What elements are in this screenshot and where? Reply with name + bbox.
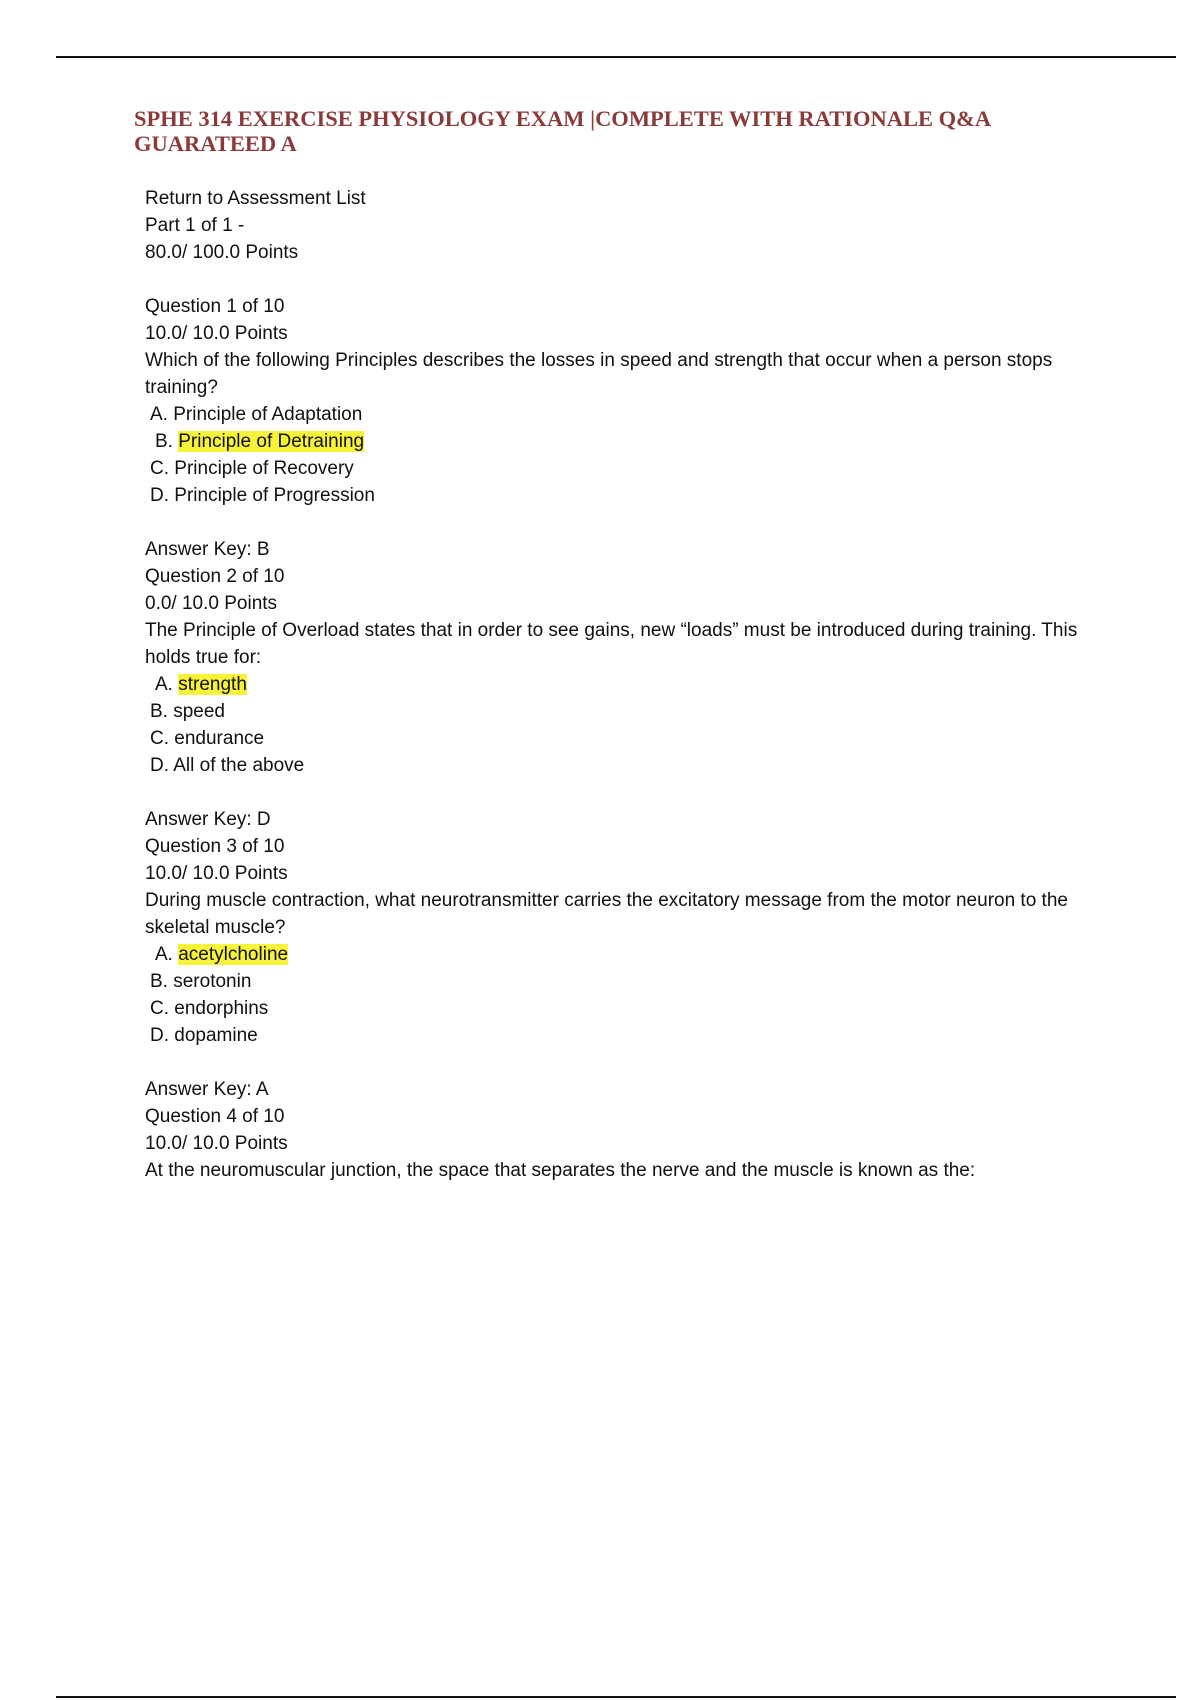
option-c[interactable] bbox=[150, 725, 1095, 752]
question-text: Which of the following Principles describes the losses in speed and strength that occur when a person stops training? bbox=[145, 350, 1053, 398]
question-label: Question 4 of 10 bbox=[145, 1106, 285, 1127]
option-d[interactable] bbox=[150, 1022, 1095, 1049]
option-text: Principle of Recovery bbox=[174, 458, 354, 479]
option-b[interactable] bbox=[150, 968, 1095, 995]
question-2 bbox=[145, 563, 1095, 833]
return-to-assessment-link[interactable]: Return to Assessment List bbox=[145, 188, 366, 209]
option-b[interactable] bbox=[150, 698, 1095, 725]
question-label: Question 3 of 10 bbox=[145, 836, 285, 857]
option-letter: D. bbox=[150, 485, 169, 506]
question-points: 10.0/ 10.0 Points bbox=[145, 323, 288, 344]
option-text: serotonin bbox=[173, 971, 252, 992]
option-letter: C. bbox=[150, 998, 169, 1019]
question-points: 0.0/ 10.0 Points bbox=[145, 593, 278, 614]
question-1 bbox=[145, 293, 1095, 563]
option-a[interactable] bbox=[150, 401, 1095, 428]
option-a[interactable] bbox=[150, 941, 1095, 968]
option-text: dopamine bbox=[174, 1025, 258, 1046]
option-d[interactable] bbox=[150, 752, 1095, 779]
question-text: During muscle contraction, what neurotransmitter carries the excitatory message from the motor neuron to the skeletal muscle? bbox=[145, 890, 1068, 938]
option-letter: D. bbox=[150, 755, 169, 776]
selected-answer-highlight: Principle of Detraining bbox=[178, 431, 365, 452]
answer-key: Answer Key: A bbox=[145, 1079, 269, 1100]
question-text: The Principle of Overload states that in order to see gains, new “loads” must be introduced during training. This holds true for: bbox=[145, 620, 1078, 668]
option-c[interactable] bbox=[150, 455, 1095, 482]
option-b[interactable] bbox=[150, 428, 1095, 455]
question-label: Question 1 of 10 bbox=[145, 296, 285, 317]
question-text: At the neuromuscular junction, the space that separates the nerve and the muscle is known as the: bbox=[145, 1160, 976, 1181]
option-letter: C. bbox=[150, 728, 169, 749]
option-c[interactable] bbox=[150, 995, 1095, 1022]
option-letter: A. bbox=[155, 674, 173, 695]
footer-rule bbox=[56, 1696, 1176, 1698]
option-letter: B. bbox=[155, 431, 173, 452]
option-letter: A. bbox=[155, 944, 173, 965]
option-letter: B. bbox=[150, 971, 168, 992]
option-letter: B. bbox=[150, 701, 168, 722]
question-4 bbox=[145, 1103, 1095, 1184]
option-text: Principle of Adaptation bbox=[173, 404, 363, 425]
part-label: Part 1 of 1 - bbox=[145, 215, 245, 236]
option-a[interactable] bbox=[150, 671, 1095, 698]
option-text: Principle of Progression bbox=[174, 485, 375, 506]
option-text: All of the above bbox=[173, 755, 305, 776]
question-label: Question 2 of 10 bbox=[145, 566, 285, 587]
question-3 bbox=[145, 833, 1095, 1103]
option-text: speed bbox=[173, 701, 226, 722]
document-title: SPHE 314 EXERCISE PHYSIOLOGY EXAM |COMPLETE WITH RATIONALE Q&A GUARATEED A bbox=[134, 106, 990, 156]
answer-key: Answer Key: D bbox=[145, 809, 271, 830]
header-rule bbox=[56, 56, 1176, 58]
part-points: 80.0/ 100.0 Points bbox=[145, 242, 299, 263]
selected-answer-highlight: strength bbox=[178, 674, 247, 695]
answer-key: Answer Key: B bbox=[145, 539, 270, 560]
document-body bbox=[145, 185, 1095, 1184]
question-points: 10.0/ 10.0 Points bbox=[145, 863, 288, 884]
option-letter: C. bbox=[150, 458, 169, 479]
part-summary bbox=[145, 212, 1095, 266]
question-points: 10.0/ 10.0 Points bbox=[145, 1133, 288, 1154]
answer-options bbox=[145, 671, 1095, 779]
option-d[interactable] bbox=[150, 482, 1095, 509]
answer-options bbox=[145, 941, 1095, 1049]
option-letter: A. bbox=[150, 404, 168, 425]
answer-options bbox=[145, 401, 1095, 509]
option-letter: D. bbox=[150, 1025, 169, 1046]
selected-answer-highlight: acetylcholine bbox=[178, 944, 289, 965]
option-text: endorphins bbox=[174, 998, 269, 1019]
option-text: endurance bbox=[174, 728, 265, 749]
